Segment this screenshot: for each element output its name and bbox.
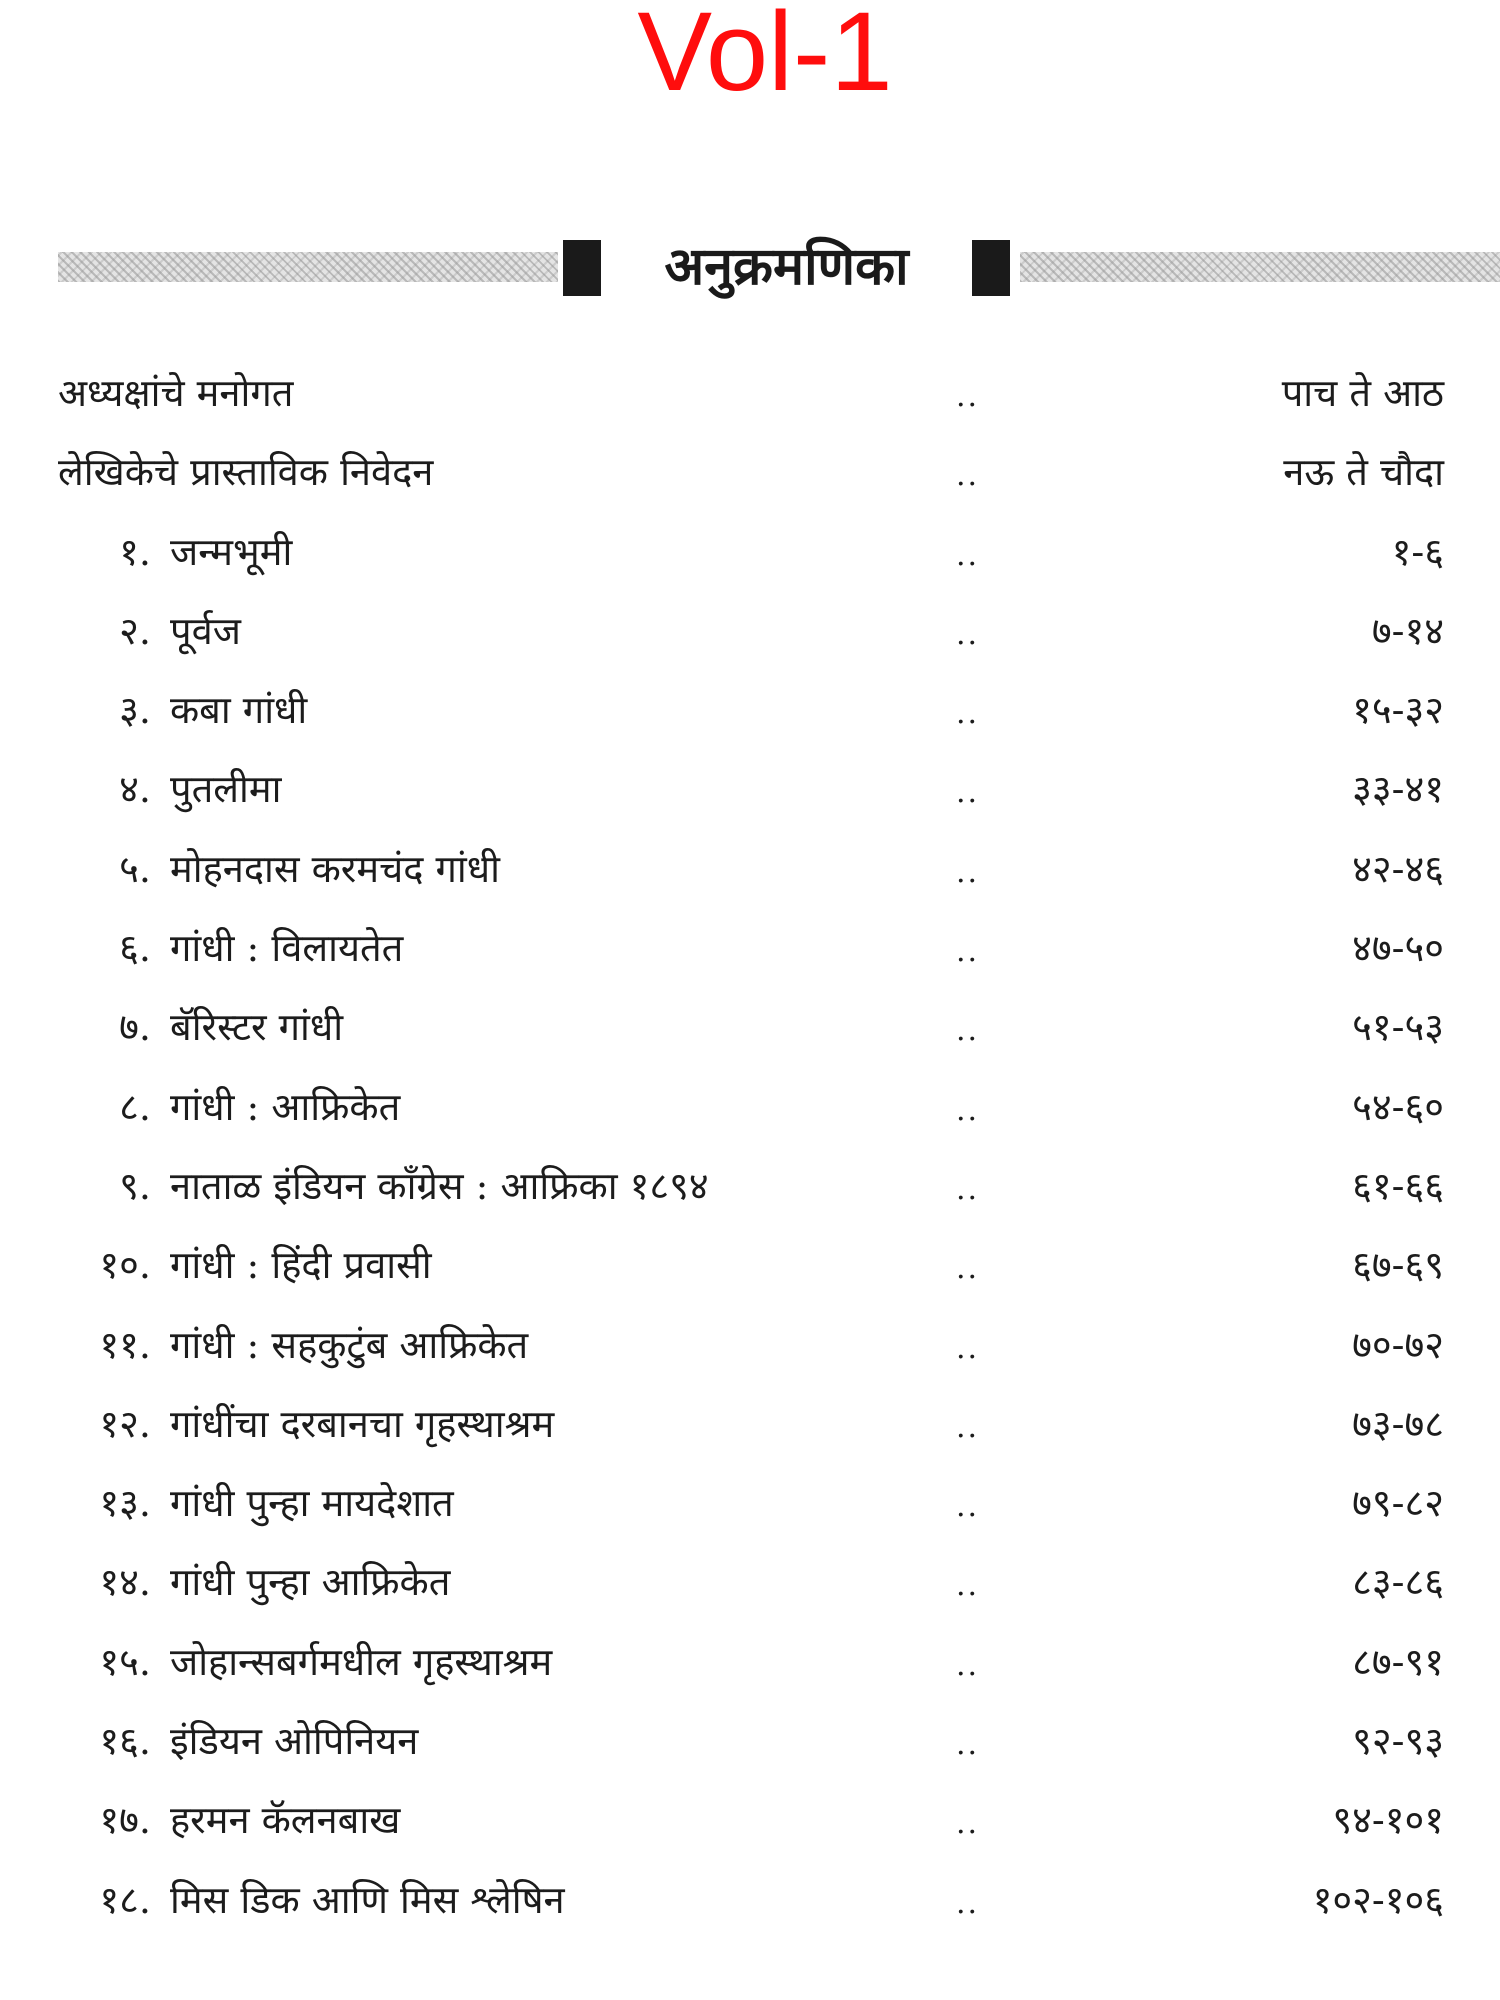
toc-entry-pages: ५१-५३ — [1352, 1005, 1444, 1050]
toc-entry-title: मिस डिक आणि मिस श्लेषिन — [170, 1877, 565, 1922]
toc-entry-number: ८. — [119, 1084, 151, 1129]
toc-entry-pages: ७०-७२ — [1352, 1322, 1444, 1367]
toc-entry-leader: .. — [956, 1013, 980, 1049]
toc-entry — [0, 1708, 1500, 1787]
toc-entry-title: मोहनदास करमचंद गांधी — [170, 846, 500, 891]
heading-block-left — [563, 240, 601, 296]
toc-entry-leader: .. — [956, 379, 980, 414]
toc-entry — [0, 1867, 1500, 1946]
toc-entry-pages: ७९-८२ — [1352, 1481, 1444, 1526]
toc-entry-number: १७. — [99, 1798, 151, 1843]
toc-entry-pages: ५४-६० — [1352, 1084, 1444, 1129]
toc-entry-title: गांधींचा दरबानचा गृहस्थाश्रम — [170, 1401, 555, 1446]
toc-entry-title: जोहान्सबर्गमधील गृहस्थाश्रम — [170, 1639, 553, 1684]
toc-entry-pages: ९४-१०१ — [1332, 1798, 1444, 1843]
toc-entry-number: १. — [119, 529, 151, 574]
heading-ornament-left — [58, 252, 558, 282]
toc-entry-leader: .. — [956, 1330, 980, 1366]
toc-entry — [0, 1629, 1500, 1708]
toc-entry-pages: ४२-४६ — [1352, 846, 1444, 891]
toc-entry-number: १६. — [99, 1719, 151, 1764]
toc-entry — [0, 1074, 1500, 1153]
toc-entry-leader: .. — [956, 616, 980, 652]
toc-entry-title: हरमन कॅलनबाख — [170, 1798, 401, 1843]
toc-entry-title: गांधी : विलायतेत — [170, 926, 404, 971]
toc-entry-leader: .. — [956, 1251, 980, 1287]
toc-entry-pages: ३३-४१ — [1352, 767, 1444, 812]
toc-entry — [0, 994, 1500, 1073]
contents-heading-band — [58, 236, 1500, 302]
toc-entry-leader: .. — [956, 458, 980, 494]
toc-entry-title: पूर्वज — [170, 608, 241, 653]
toc-entry-number: ९. — [119, 1163, 151, 1208]
toc-entry-number: १८. — [99, 1877, 151, 1922]
toc-entry-pages: ८७-९१ — [1352, 1639, 1444, 1684]
toc-entry — [0, 756, 1500, 835]
heading-ornament-right — [1020, 252, 1500, 282]
toc-entry-pages: १०२-१०६ — [1312, 1877, 1444, 1922]
toc-entry-pages: ९२-९३ — [1352, 1719, 1444, 1764]
toc-entry-title: कबा गांधी — [170, 688, 308, 733]
toc-entry — [0, 1232, 1500, 1311]
toc-entry — [0, 1549, 1500, 1628]
toc-entry-number: ५. — [119, 846, 151, 891]
toc-entry-leader: .. — [956, 854, 980, 890]
toc-entry — [0, 1787, 1500, 1866]
toc-entry-number: १२. — [99, 1401, 151, 1446]
toc-entry-pages: ७३-७८ — [1352, 1401, 1444, 1446]
toc-entry-number: ४. — [119, 767, 151, 812]
toc-entry — [0, 1470, 1500, 1549]
toc-entry-leader: .. — [956, 934, 980, 970]
toc-entry — [0, 519, 1500, 598]
toc-entry-number: ११. — [99, 1322, 151, 1367]
toc-entry-pages: ४७-५० — [1352, 926, 1444, 971]
toc-entry-leader: .. — [956, 1568, 980, 1604]
toc-entry-leader: .. — [956, 1806, 980, 1842]
toc-entry-pages: १५-३२ — [1352, 688, 1444, 733]
toc-entry — [0, 677, 1500, 756]
toc-entry-pages: ६७-६९ — [1352, 1243, 1444, 1288]
toc-entry-pages: नऊ ते चौदा — [1283, 450, 1444, 495]
toc-entry-title: गांधी पुन्हा आफ्रिकेत — [170, 1560, 451, 1605]
toc-entry-number: १०. — [99, 1243, 151, 1288]
toc-entry-leader: .. — [956, 1409, 980, 1445]
toc-entry — [0, 836, 1500, 915]
toc-entry-pages: ६१-६६ — [1352, 1163, 1444, 1208]
table-of-contents — [0, 360, 1500, 1920]
toc-entry — [0, 360, 1500, 439]
toc-entry-leader: .. — [956, 1647, 980, 1683]
toc-entry-title: गांधी : हिंदी प्रवासी — [170, 1243, 432, 1288]
toc-entry — [0, 1391, 1500, 1470]
toc-entry-number: ३. — [119, 688, 151, 733]
toc-entry-number: २. — [119, 608, 151, 653]
toc-entry-number: ६. — [119, 926, 151, 971]
toc-entry-number: १५. — [99, 1639, 151, 1684]
toc-entry — [0, 1312, 1500, 1391]
toc-entry-title: इंडियन ओपिनियन — [170, 1719, 419, 1764]
toc-entry-title: बॅरिस्टर गांधी — [170, 1005, 344, 1050]
toc-entry-title: नाताळ इंडियन कॉंग्रेस : आफ्रिका १८९४ — [170, 1163, 709, 1208]
toc-entry-title: गांधी पुन्हा मायदेशात — [170, 1481, 454, 1526]
toc-entry — [0, 1153, 1500, 1232]
toc-entry-leader: .. — [956, 537, 980, 573]
toc-entry-pages: ८३-८६ — [1352, 1560, 1444, 1605]
toc-entry-title: पुतलीमा — [170, 767, 282, 812]
toc-entry-pages: १-६ — [1391, 529, 1444, 574]
toc-entry-leader: .. — [956, 775, 980, 811]
toc-entry-leader: .. — [956, 1171, 980, 1207]
toc-entry-title: अध्यक्षांचे मनोगत — [58, 371, 294, 415]
toc-entry — [0, 915, 1500, 994]
volume-label: Vol-1 — [637, 0, 893, 114]
toc-entry-leader: .. — [956, 1727, 980, 1763]
toc-entry-title: जन्मभूमी — [170, 529, 293, 574]
toc-entry-pages: ७-१४ — [1371, 608, 1444, 653]
toc-entry-number: १४. — [99, 1560, 151, 1605]
toc-entry-title: लेखिकेचे प्रास्ताविक निवेदन — [58, 450, 434, 495]
toc-entry — [0, 598, 1500, 677]
toc-entry-title: गांधी : सहकुटुंब आफ्रिकेत — [170, 1322, 529, 1367]
toc-entry-number: १३. — [99, 1481, 151, 1526]
toc-entry-number: ७. — [119, 1005, 151, 1050]
toc-entry-leader: .. — [956, 1092, 980, 1128]
contents-heading: अनुक्रमणिका — [664, 236, 909, 297]
toc-entry-title: गांधी : आफ्रिकेत — [170, 1084, 401, 1129]
toc-entry-leader: .. — [956, 1885, 980, 1921]
heading-block-right — [972, 240, 1010, 296]
toc-entry — [0, 439, 1500, 518]
toc-entry-pages: पाच ते आठ — [1281, 371, 1444, 415]
toc-entry-leader: .. — [956, 1489, 980, 1525]
toc-entry-leader: .. — [956, 696, 980, 732]
